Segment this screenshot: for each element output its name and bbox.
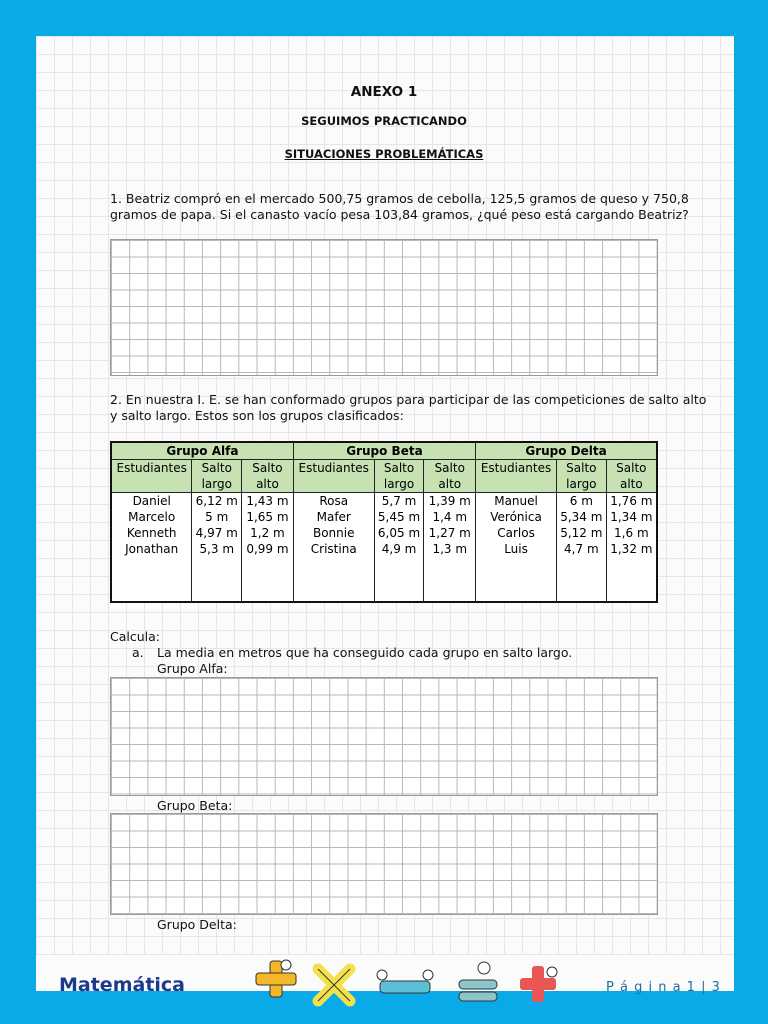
- equals-icon: [456, 958, 500, 1004]
- delta-high-jump: 1,76 m 1,34 m 1,6 m 1,32 m: [606, 493, 657, 603]
- group-delta-header: Grupo Delta: [476, 442, 657, 460]
- plus-icon: [252, 955, 300, 1003]
- alfa-high-jump: 1,43 m 1,65 m 1,2 m 0,99 m: [242, 493, 294, 603]
- answer-grid-problem1: [110, 239, 658, 376]
- col-header-students: Estudiantes: [293, 460, 374, 493]
- groups-table: [110, 441, 658, 603]
- minus-icon: [372, 965, 438, 1005]
- times-icon: [312, 963, 356, 1007]
- problem2-line2: y salto largo. Estos son los grupos clasificados:: [110, 408, 404, 423]
- footer-page-number: P á g i n a 1 | 3: [606, 980, 721, 995]
- beta-high-jump: 1,39 m 1,4 m 1,27 m 1,3 m: [424, 493, 476, 603]
- grupo-beta-label: Grupo Beta:: [157, 798, 233, 813]
- grupo-delta-label: Grupo Delta:: [157, 917, 237, 932]
- problem2-line1: 2. En nuestra I. E. se han conformado grupos para participar de las competiciones de salto alto: [110, 392, 707, 407]
- col-header-long-jump: Salto largo: [192, 460, 242, 493]
- col-header-students: Estudiantes: [111, 460, 192, 493]
- group-alfa-header: Grupo Alfa: [111, 442, 293, 460]
- problem1-line2: gramos de papa. Si el canasto vacío pesa 103,84 gramos, ¿qué peso está cargando Beatriz?: [110, 207, 689, 222]
- alfa-students: Daniel Marcelo Kenneth Jonathan: [111, 493, 192, 603]
- problem1-line1: 1. Beatriz compró en el mercado 500,75 gramos de cebolla, 125,5 gramos de queso y 750,8: [110, 191, 689, 206]
- answer-grid-alfa: [110, 677, 658, 796]
- item-a-marker: a.: [132, 645, 144, 660]
- beta-long-jump: 5,7 m 5,45 m 6,05 m 4,9 m: [374, 493, 424, 603]
- col-header-high-jump: Salto alto: [606, 460, 657, 493]
- col-header-students: Estudiantes: [476, 460, 557, 493]
- alfa-long-jump: 6,12 m 5 m 4,97 m 5,3 m: [192, 493, 242, 603]
- page-title: ANEXO 1: [350, 84, 418, 100]
- calcula-label: Calcula:: [110, 629, 160, 644]
- col-header-long-jump: Salto largo: [374, 460, 424, 493]
- section-title: SITUACIONES PROBLEMÁTICAS: [284, 147, 484, 161]
- page-subtitle: SEGUIMOS PRACTICANDO: [301, 114, 467, 128]
- group-beta-header: Grupo Beta: [293, 442, 475, 460]
- footer-subject: Matemática: [59, 974, 185, 996]
- delta-long-jump: 6 m 5,34 m 5,12 m 4,7 m: [556, 493, 606, 603]
- col-header-long-jump: Salto largo: [556, 460, 606, 493]
- col-header-high-jump: Salto alto: [242, 460, 294, 493]
- plus-red-icon: [516, 962, 560, 1006]
- beta-students: Rosa Mafer Bonnie Cristina: [293, 493, 374, 603]
- item-a-text: La media en metros que ha conseguido cada grupo en salto largo.: [157, 645, 573, 660]
- grupo-alfa-label: Grupo Alfa:: [157, 661, 228, 676]
- delta-students: Manuel Verónica Carlos Luis: [476, 493, 557, 603]
- answer-grid-beta: [110, 813, 658, 915]
- col-header-high-jump: Salto alto: [424, 460, 476, 493]
